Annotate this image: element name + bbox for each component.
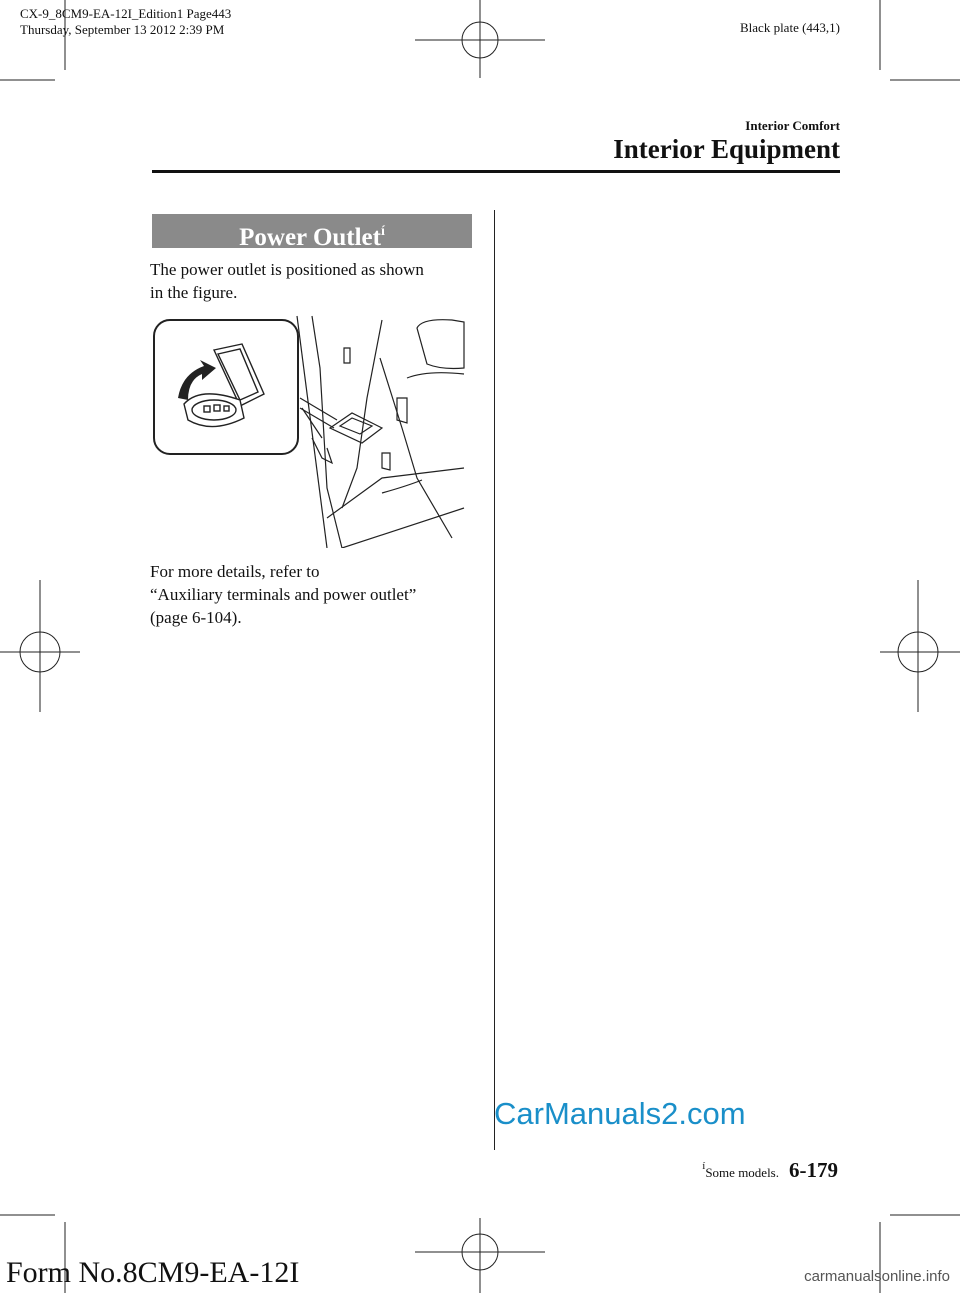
intro-line2: in the figure. [150, 283, 238, 302]
print-info-line2: Thursday, September 13 2012 2:39 PM [20, 22, 225, 37]
page-number: 6-179 [789, 1158, 838, 1182]
reference-paragraph [150, 560, 480, 629]
form-number: Form No.8CM9-EA-12I [6, 1256, 300, 1289]
watermark-logo: CarManuals2.com [494, 1096, 746, 1131]
heading-asterisk-marker: í [380, 224, 385, 239]
footnote: Some models. [705, 1165, 779, 1180]
print-info-line1: CX-9_8CM9-EA-12I_Edition1 Page443 [20, 6, 232, 21]
print-info [20, 6, 231, 38]
reference-line3: (page 6-104). [150, 608, 242, 627]
section-label: Interior Comfort [745, 118, 840, 133]
header-rule [152, 170, 840, 173]
heading-text: Power Outlet [239, 224, 381, 251]
column-divider [494, 210, 495, 1150]
site-watermark: carmanualsonline.info [804, 1268, 950, 1285]
intro-line1: The power outlet is positioned as shown [150, 260, 424, 279]
power-outlet-illustration [152, 308, 472, 548]
page-footer-right [702, 1158, 838, 1183]
reference-line2: “Auxiliary terminals and power outlet” [150, 585, 417, 604]
note-asterisk-marker: í [702, 1160, 706, 1172]
heading-banner [152, 214, 472, 251]
plate-label: Black plate (443,1) [740, 20, 840, 35]
section-title: Interior Equipment [613, 134, 840, 164]
reference-line1: For more details, refer to [150, 562, 320, 581]
intro-paragraph [150, 258, 480, 304]
